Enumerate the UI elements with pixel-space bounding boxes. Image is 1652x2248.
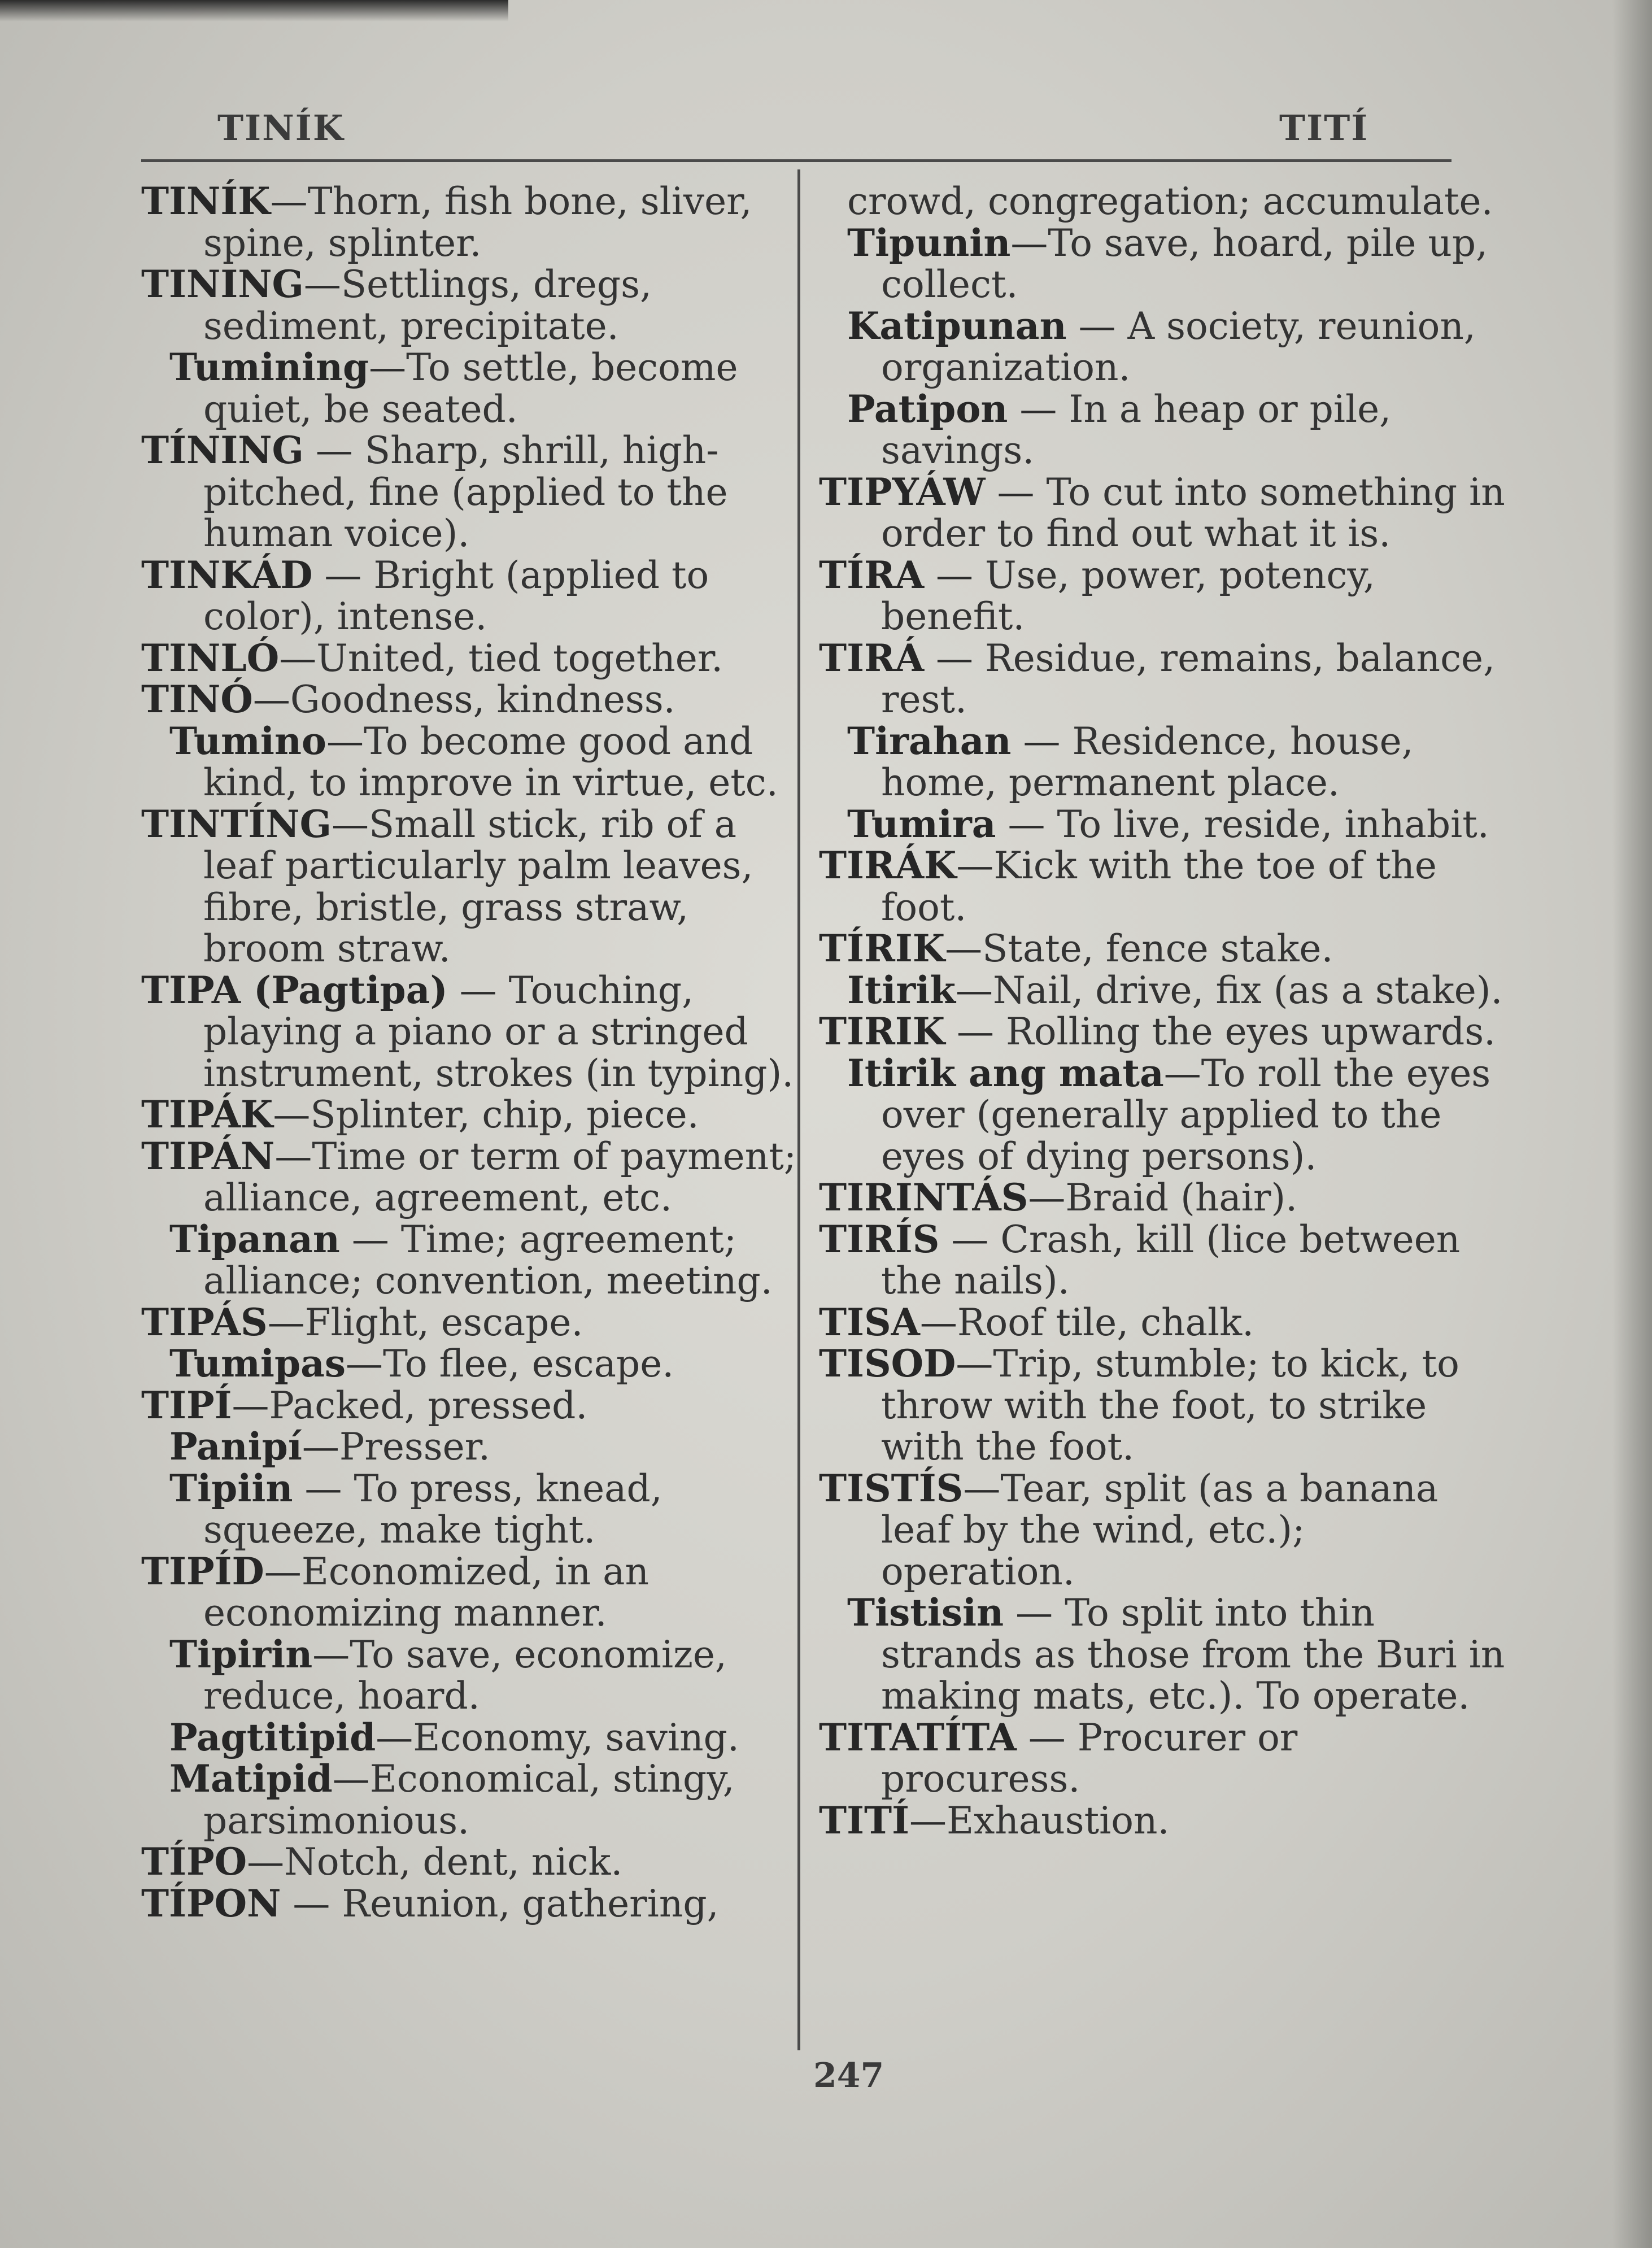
headword: Tipunin bbox=[847, 220, 1011, 265]
definition: To split into thin strands as those from the Buri in making mats, etc.). To operate. bbox=[881, 1591, 1505, 1718]
dictionary-entry bbox=[141, 1841, 796, 1883]
definition: Tear, split (as a banana leaf by the wind, etc.); operation. bbox=[881, 1466, 1439, 1593]
entry-separator: — bbox=[985, 470, 1047, 514]
headword: Tumira bbox=[847, 801, 996, 846]
dictionary-entry bbox=[819, 1177, 1505, 1219]
definition: To live, reside, inhabit. bbox=[1057, 802, 1489, 846]
sub-entry bbox=[141, 1758, 796, 1841]
definition: To save, economize, reduce, hoard. bbox=[203, 1632, 727, 1718]
headword: TÍRA bbox=[819, 552, 925, 597]
page-edge-shadow bbox=[1612, 0, 1652, 2248]
headword: TISTÍS bbox=[819, 1466, 964, 1510]
definition: To save, hoard, pile up, collect. bbox=[881, 221, 1488, 306]
definition: Bright (applied to color), intense. bbox=[203, 553, 709, 638]
definition: Notch, dent, nick. bbox=[284, 1840, 623, 1884]
definition: Economical, stingy, parsimonious. bbox=[203, 1757, 735, 1842]
entry-separator: — bbox=[303, 429, 365, 472]
entry-separator: — bbox=[267, 1300, 305, 1344]
sub-entry bbox=[141, 718, 796, 804]
entry-separator: — bbox=[924, 636, 986, 680]
headword: Itirik ang mata bbox=[847, 1051, 1164, 1095]
entry-separator: — bbox=[956, 1342, 993, 1386]
dictionary-entry bbox=[141, 679, 796, 721]
page-number: 247 bbox=[813, 2056, 884, 2095]
entry-separator: — bbox=[303, 263, 341, 306]
headword: TIRINTÁS bbox=[819, 1175, 1028, 1219]
definition: Splinter, chip, piece. bbox=[310, 1093, 699, 1136]
entry-separator: — bbox=[346, 1342, 383, 1386]
headword: TINTÍNG bbox=[141, 801, 332, 846]
definition: Small stick, rib of a leaf particularly palm leaves, fibre, bristle, grass straw, broom straw. bbox=[203, 802, 753, 970]
headword: Tumining bbox=[169, 345, 369, 389]
entry-separator: — bbox=[956, 844, 994, 887]
headword: TIPÁS bbox=[141, 1300, 268, 1344]
definition: Residue, remains, balance, rest. bbox=[881, 636, 1496, 721]
entry-separator: — bbox=[302, 1425, 339, 1469]
entry-separator: — bbox=[264, 1549, 302, 1593]
entry-separator: — bbox=[252, 678, 290, 721]
dictionary-entry bbox=[819, 1011, 1505, 1053]
headword: Pagtitipid bbox=[169, 1715, 376, 1759]
sub-entry bbox=[141, 1219, 796, 1302]
entry-separator: — bbox=[963, 1466, 1001, 1510]
dictionary-entry bbox=[819, 1343, 1505, 1468]
entry-separator: — bbox=[273, 1093, 311, 1136]
entry-separator: — bbox=[945, 927, 983, 970]
definition: Economy, saving. bbox=[413, 1715, 739, 1759]
dictionary-entry bbox=[141, 1385, 796, 1427]
definition: United, tied together. bbox=[316, 636, 723, 680]
headword: TIRIK bbox=[819, 1009, 945, 1053]
definition: Thorn, fish bone, sliver, spine, splinter. bbox=[203, 180, 752, 265]
headword: TIRÁK bbox=[819, 843, 957, 887]
definition: To press, knead, squeeze, make tight. bbox=[203, 1466, 662, 1552]
entry-separator: — bbox=[326, 719, 364, 763]
definition: Presser. bbox=[339, 1425, 490, 1469]
headword: TISOD bbox=[819, 1341, 956, 1386]
definition: Economized, in an economizing manner. bbox=[203, 1549, 650, 1635]
dictionary-entry bbox=[819, 552, 1505, 638]
entry-separator: — bbox=[996, 802, 1057, 846]
entry-separator: — bbox=[1010, 221, 1048, 265]
headword: TINKÁD bbox=[141, 552, 313, 597]
dictionary-entry bbox=[141, 1551, 796, 1634]
definition: Kick with the toe of the foot. bbox=[881, 844, 1437, 929]
definition: Exhaustion. bbox=[946, 1798, 1170, 1842]
entry-separator: — bbox=[332, 1757, 370, 1801]
sub-entry bbox=[141, 1426, 796, 1468]
dictionary-entry bbox=[141, 552, 796, 638]
dictionary-entry bbox=[141, 635, 796, 680]
sub-entry bbox=[819, 220, 1505, 306]
dictionary-entry bbox=[141, 181, 796, 264]
entry-separator: — bbox=[1011, 719, 1073, 763]
headword: Matipid bbox=[169, 1757, 333, 1801]
headword: Tumipas bbox=[169, 1341, 346, 1386]
definition: Time or term of payment; alliance, agreement, etc. bbox=[203, 1134, 797, 1219]
headword: TIPA (Pagtipa) bbox=[141, 968, 448, 1012]
headword: TINÍK bbox=[141, 179, 271, 223]
definition: Reunion, gathering, bbox=[342, 1881, 719, 1925]
headword: Tumino bbox=[169, 718, 326, 763]
entry-separator: — bbox=[909, 1798, 947, 1842]
left-guide-word: TINÍK bbox=[217, 107, 345, 149]
definition: Goodness, kindness. bbox=[290, 678, 675, 721]
headword: TÍNING bbox=[141, 428, 304, 472]
entry-separator: — bbox=[247, 1840, 285, 1884]
entry-separator: — bbox=[919, 1300, 957, 1344]
headword: TÍPON bbox=[141, 1881, 281, 1925]
entry-separator: — bbox=[1008, 387, 1069, 431]
dictionary-entry bbox=[141, 264, 796, 347]
dictionary-entry bbox=[819, 845, 1505, 928]
sub-entry bbox=[819, 303, 1505, 389]
sub-entry bbox=[819, 1053, 1505, 1178]
dictionary-entry bbox=[141, 970, 796, 1095]
header-rule bbox=[141, 159, 1452, 162]
definition: To settle, become quiet, be seated. bbox=[203, 346, 738, 431]
headword: TIPÍD bbox=[141, 1549, 264, 1593]
headword: TINLÓ bbox=[141, 635, 280, 680]
entry-separator: — bbox=[1004, 1591, 1065, 1635]
definition: State, fence stake. bbox=[982, 927, 1333, 970]
definition: Packed, pressed. bbox=[269, 1383, 588, 1427]
entry-separator: — bbox=[924, 553, 986, 597]
definition: crowd, congregation; accumulate. bbox=[847, 180, 1493, 223]
definition: Time; agreement; alliance; convention, meeting. bbox=[203, 1217, 773, 1302]
sub-entry bbox=[141, 1634, 796, 1717]
headword: TIPYÁW bbox=[819, 469, 986, 514]
definition: In a heap or pile, savings. bbox=[881, 387, 1392, 472]
entry-separator: — bbox=[274, 1134, 312, 1178]
definition: Nail, drive, fix (as a stake). bbox=[993, 968, 1503, 1012]
headword: TIRÍS bbox=[819, 1217, 940, 1261]
definition: To roll the eyes over (generally applied to the eyes of dying persons). bbox=[881, 1051, 1491, 1178]
headword: TINÓ bbox=[141, 677, 253, 721]
dictionary-entry bbox=[141, 801, 796, 970]
scan-shadow bbox=[0, 0, 508, 21]
entry-separator: — bbox=[1016, 1715, 1078, 1759]
dictionary-entry bbox=[819, 469, 1505, 555]
column-divider bbox=[797, 169, 800, 2050]
headword: TIPÁN bbox=[141, 1134, 275, 1178]
headword: TIPÍ bbox=[141, 1383, 232, 1427]
definition: Use, power, potency, benefit. bbox=[881, 553, 1375, 638]
right-guide-word: TITÍ bbox=[1279, 107, 1369, 149]
entry-separator: — bbox=[332, 802, 369, 846]
right-column bbox=[819, 181, 1505, 1841]
sub-entry bbox=[819, 181, 1505, 223]
entry-separator: — bbox=[339, 1217, 401, 1261]
headword: Patipon bbox=[847, 386, 1008, 431]
definition: To cut into something in order to find out what it is. bbox=[881, 470, 1505, 555]
headword: Tipanan bbox=[169, 1217, 340, 1261]
definition: Procurer or procuress. bbox=[881, 1715, 1298, 1801]
headword: TÍPO bbox=[141, 1840, 247, 1884]
headword: TITÍ bbox=[819, 1798, 909, 1842]
definition: Sharp, shrill, high-pitched, fine (applied to the human voice). bbox=[203, 429, 728, 555]
headword: Itirik bbox=[847, 968, 956, 1012]
entry-separator: — bbox=[279, 636, 317, 680]
dictionary-entry bbox=[141, 1302, 796, 1344]
entry-separator: — bbox=[312, 553, 374, 597]
left-column bbox=[141, 181, 796, 1924]
dictionary-entry bbox=[141, 1094, 796, 1136]
sub-entry bbox=[141, 1468, 796, 1551]
entry-separator: — bbox=[270, 180, 308, 223]
dictionary-entry bbox=[819, 1468, 1505, 1593]
sub-entry bbox=[819, 386, 1505, 472]
dictionary-entry bbox=[819, 1302, 1505, 1344]
definition: Braid (hair). bbox=[1065, 1176, 1298, 1219]
entry-separator: — bbox=[1066, 304, 1128, 348]
sub-entry bbox=[141, 1343, 796, 1385]
headword: Tirahan bbox=[847, 718, 1012, 763]
sub-entry bbox=[819, 970, 1505, 1012]
entry-separator: — bbox=[369, 346, 407, 389]
headword: Tipiin bbox=[169, 1466, 293, 1510]
sub-entry bbox=[819, 801, 1505, 846]
entry-separator: — bbox=[1163, 1051, 1201, 1095]
sub-entry bbox=[141, 347, 796, 430]
dictionary-entry bbox=[819, 635, 1505, 721]
dictionary-entry bbox=[819, 1219, 1505, 1302]
definition: To become good and kind, to improve in virtue, etc. bbox=[203, 719, 778, 804]
definition: Crash, kill (lice between the nails). bbox=[881, 1217, 1461, 1302]
headword: TISA bbox=[819, 1300, 920, 1344]
headword: TIPÁK bbox=[141, 1092, 273, 1136]
entry-separator: — bbox=[376, 1715, 413, 1759]
definition: Residence, house, home, permanent place. bbox=[881, 719, 1414, 804]
entry-separator: — bbox=[312, 1632, 350, 1676]
sub-entry bbox=[819, 718, 1505, 804]
entry-separator: — bbox=[945, 1010, 1006, 1053]
entry-separator: — bbox=[956, 968, 993, 1012]
headword: Tistisin bbox=[847, 1591, 1004, 1635]
definition: Trip, stumble; to kick, to throw with the foot, to strike with the foot. bbox=[881, 1342, 1459, 1469]
entry-separator: — bbox=[281, 1881, 342, 1925]
definition: Rolling the eyes upwards. bbox=[1006, 1010, 1496, 1053]
headword: TITATÍTA bbox=[819, 1715, 1017, 1759]
sub-entry bbox=[141, 1717, 796, 1759]
dictionary-entry bbox=[819, 1717, 1505, 1800]
dictionary-entry bbox=[141, 1136, 796, 1219]
headword: Katipunan bbox=[847, 303, 1067, 348]
definition: Touching, playing a piano or a stringed instrument, strokes (in typing). bbox=[203, 968, 794, 1095]
definition: Settlings, dregs, sediment, precipitate. bbox=[203, 263, 652, 348]
dictionary-entry bbox=[141, 430, 796, 555]
entry-separator: — bbox=[939, 1217, 1001, 1261]
entry-separator: — bbox=[293, 1466, 354, 1510]
headword: Panipí bbox=[169, 1424, 302, 1469]
sub-entry bbox=[819, 1592, 1505, 1717]
definition: Roof tile, chalk. bbox=[957, 1300, 1254, 1344]
headword: Tipirin bbox=[169, 1632, 313, 1676]
dictionary-entry bbox=[819, 1800, 1505, 1842]
definition: Flight, escape. bbox=[304, 1300, 583, 1344]
headword: TÍRIK bbox=[819, 926, 945, 970]
entry-separator: — bbox=[232, 1383, 269, 1427]
entry-separator: — bbox=[1028, 1176, 1066, 1219]
entry-separator: — bbox=[447, 968, 509, 1012]
definition: To flee, escape. bbox=[383, 1342, 674, 1386]
dictionary-entry bbox=[141, 1883, 796, 1925]
dictionary-entry bbox=[819, 928, 1505, 970]
definition: A society, reunion, organization. bbox=[881, 304, 1476, 389]
headword: TINING bbox=[141, 262, 304, 306]
headword: TIRÁ bbox=[819, 635, 925, 680]
